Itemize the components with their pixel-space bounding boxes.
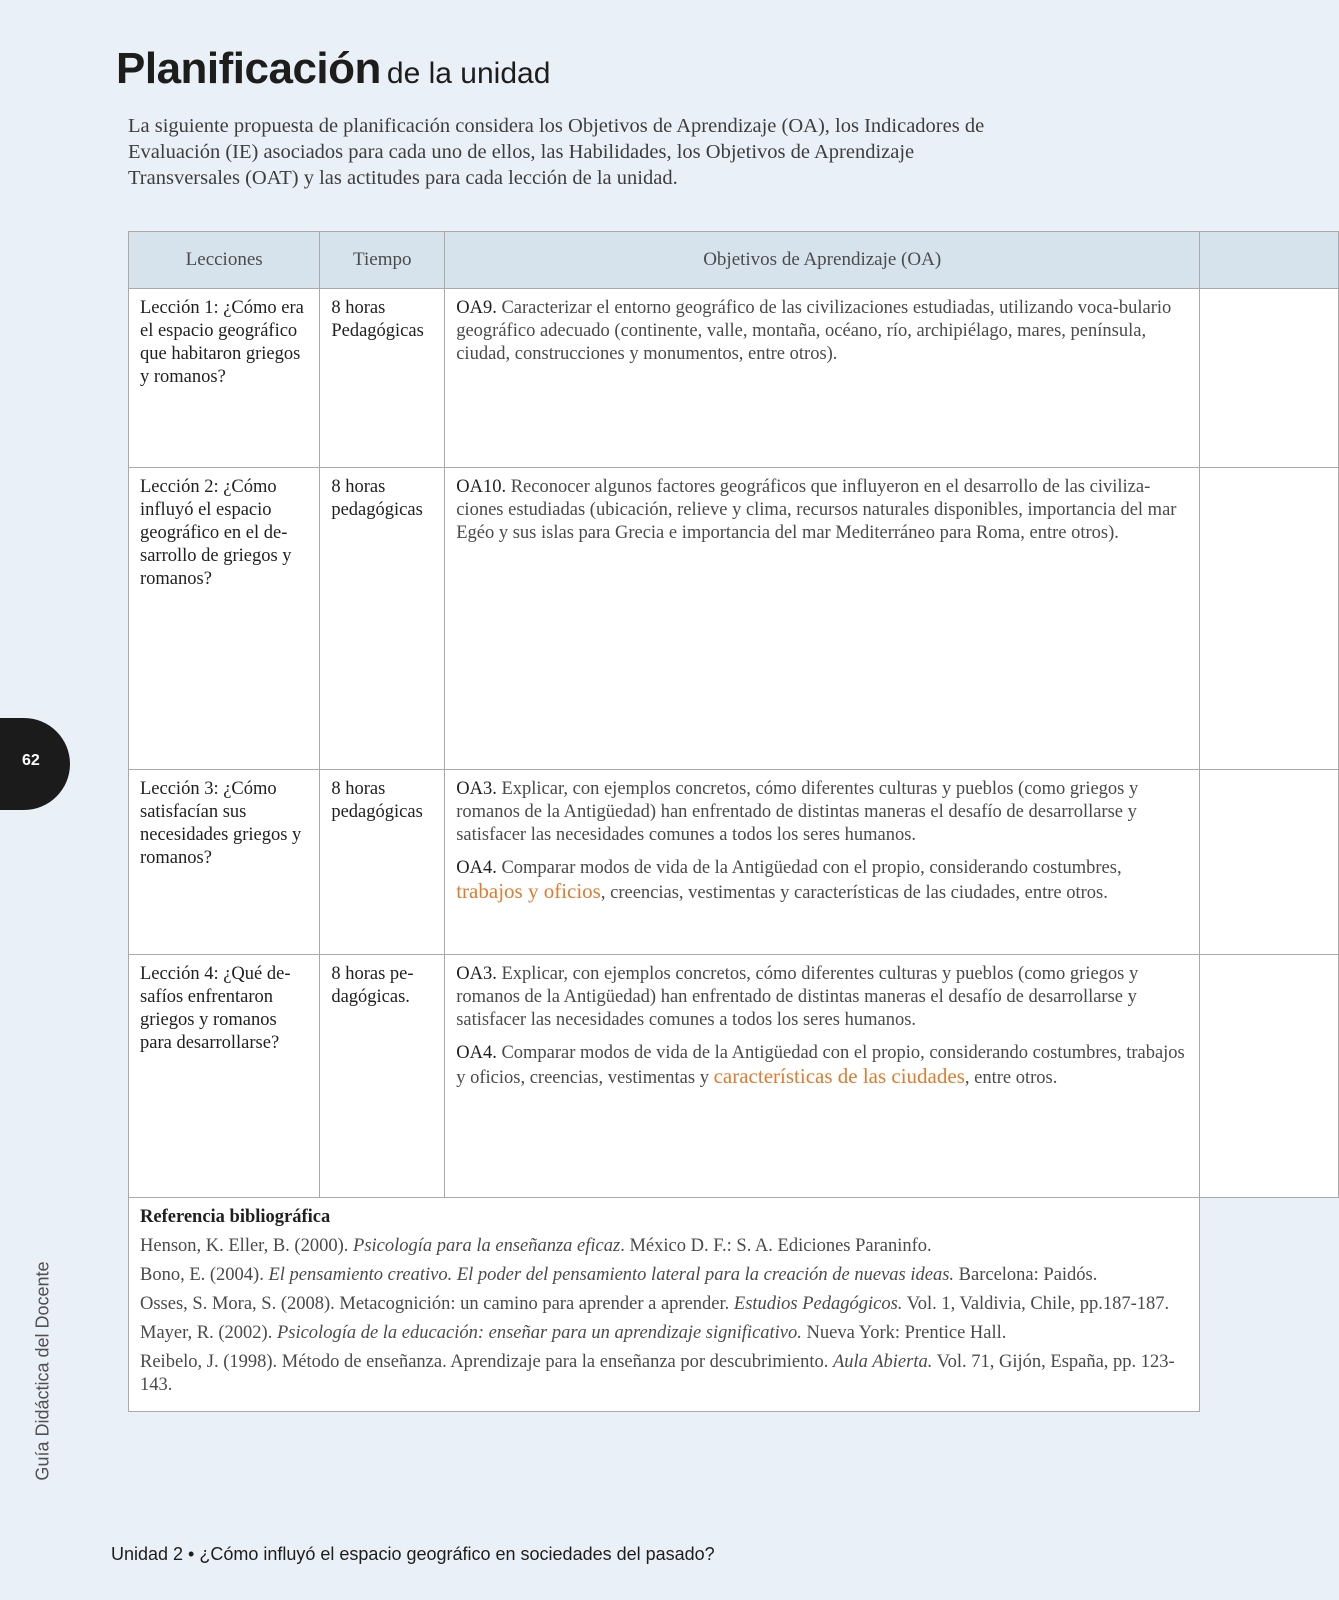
reference-item: Henson, K. Eller, B. (2000). Psicología para la enseñanza eficaz. México D. F.: S. A. Ediciones Paraninfo.	[140, 1236, 932, 1256]
references-row	[129, 1198, 1339, 1412]
extra-cell	[1200, 955, 1339, 1198]
references-title: Referencia bibliográfica	[140, 1207, 331, 1227]
reference-item: Bono, E. (2004). El pensamiento creativo. El poder del pensamiento lateral para la creación de nuevas ideas. Barcelona: Paidós.	[140, 1265, 1098, 1285]
reference-item: Reibelo, J. (1998). Método de enseñanza. Aprendizaje para la enseñanza por descubrimiento. Aula Abierta. Vol. 71, Gijón, España, pp. 123-143.	[140, 1352, 1175, 1395]
footer-text: Unidad 2 • ¿Cómo influyó el espacio geográfico en sociedades del pasado?	[111, 1544, 715, 1564]
leccion-cell: Lección 3: ¿Cómo satisfacían sus necesidades griegos y romanos?	[129, 770, 320, 955]
oa-item	[456, 857, 1189, 905]
oa-text: Explicar, con ejemplos concretos, cómo diferentes culturas y pueblos (como griegos y romanos de la Antigüedad) han enfrentado de distintas maneras el desafío de desarrollarse y satisfacer las necesidades comunes a todos los seres humanos.	[456, 964, 1139, 1030]
leccion-cell: Lección 2: ¿Cómo influyó el espacio geográfico en el de-sarrollo de griegos y romanos?	[129, 468, 320, 770]
oa-code: OA4.	[456, 1043, 497, 1063]
tiempo-cell: 8 horas pe-dagógicas.	[320, 955, 445, 1198]
oa-text: Explicar, con ejemplos concretos, cómo diferentes culturas y pueblos (como griegos y romanos de la Antigüedad) han enfrentado de distintas maneras el desafío de desarrollarse y satisfacer las necesidades comunes a todos los seres humanos.	[456, 779, 1139, 845]
title-main: Planificación	[116, 44, 381, 93]
tiempo-cell: 8 horas Pedagógicas	[320, 289, 445, 468]
oa-cell	[445, 955, 1200, 1198]
oa-text: Comparar modos de vida de la Antigüedad con el propio, considerando costumbres, trabajos y oficios, creencias, vestimentas y	[456, 1043, 1185, 1088]
table-row	[129, 468, 1339, 770]
extra-cell	[1200, 468, 1339, 770]
intro-paragraph: La siguiente propuesta de planificación considera los Objetivos de Aprendizaje (OA), los Indicadores de Evaluación (IE) asociados para cada uno de ellos, las Habilidades, los Objetivos de Aprendizaje Transversales (OAT) y las actitudes para cada lección de la unidad.	[128, 115, 985, 189]
references-cell	[129, 1198, 1200, 1412]
header-tiempo: Tiempo	[320, 232, 445, 289]
extra-cell	[1200, 289, 1339, 468]
leccion-cell: Lección 1: ¿Cómo era el espacio geográfico que habitaron griegos y romanos?	[129, 289, 320, 468]
oa-highlight: trabajos y oficios	[456, 879, 601, 903]
table-row	[129, 289, 1339, 468]
oa-item	[456, 778, 1189, 847]
oa-text-post: , creencias, vestimentas y características de las ciudades, entre otros.	[600, 883, 1108, 903]
title-sub: de la unidad	[386, 57, 551, 90]
side-label: Guía Didáctica del Docente	[32, 1261, 53, 1481]
oa-code: OA3.	[456, 964, 497, 984]
table-header-row	[129, 232, 1339, 289]
oa-code: OA3.	[456, 779, 497, 799]
oa-code: OA9.	[456, 298, 497, 318]
page-number-tab	[0, 718, 70, 810]
header-lecciones: Lecciones	[129, 232, 320, 289]
oa-text: Reconocer algunos factores geográficos que influyeron en el desarrollo de las civiliza-ciones estudiadas (ubicación, relieve y clima, recursos naturales disponibles, importancia del mar Egéo y sus islas para Grecia e importancia del mar Mediterráneo para Roma, entre otros).	[456, 477, 1177, 543]
oa-text-post: , entre otros.	[964, 1068, 1058, 1088]
leccion-cell: Lección 4: ¿Qué de-safíos enfrentaron griegos y romanos para desarrollarse?	[129, 955, 320, 1198]
oa-code: OA4.	[456, 858, 497, 878]
oa-code: OA10.	[456, 477, 507, 497]
oa-item	[456, 297, 1189, 366]
oa-cell	[445, 468, 1200, 770]
tiempo-cell: 8 horas pedagógicas	[320, 770, 445, 955]
page-title	[116, 44, 550, 94]
planning-table	[128, 231, 1339, 1412]
oa-cell	[445, 770, 1200, 955]
table-row	[129, 955, 1339, 1198]
oa-item	[456, 1042, 1189, 1090]
page-number: 62	[22, 752, 40, 769]
blank-cell	[1200, 1198, 1339, 1412]
header-oa: Objetivos de Aprendizaje (OA)	[445, 232, 1200, 289]
oa-highlight: características de las ciudades	[713, 1064, 965, 1088]
oa-cell	[445, 289, 1200, 468]
oa-text: Comparar modos de vida de la Antigüedad con el propio, considerando costumbres,	[496, 858, 1122, 878]
reference-item: Mayer, R. (2002). Psicología de la educación: enseñar para un aprendizaje significativo. Nueva York: Prentice Hall.	[140, 1323, 1007, 1343]
extra-cell	[1200, 770, 1339, 955]
tiempo-cell: 8 horas pedagógicas	[320, 468, 445, 770]
oa-item	[456, 963, 1189, 1032]
oa-text: Caracterizar el entorno geográfico de las civilizaciones estudiadas, utilizando voca-bulario geográfico adecuado (continente, valle, montaña, océano, río, archipiélago, mares, península, ciudad, construcciones y monumentos, entre otros).	[456, 298, 1172, 364]
header-extra	[1200, 232, 1339, 289]
table-row	[129, 770, 1339, 955]
oa-item	[456, 476, 1189, 545]
reference-item: Osses, S. Mora, S. (2008). Metacognición: un camino para aprender a aprender. Estudios Pedagógicos. Vol. 1, Valdivia, Chile, pp.187-187.	[140, 1294, 1170, 1314]
